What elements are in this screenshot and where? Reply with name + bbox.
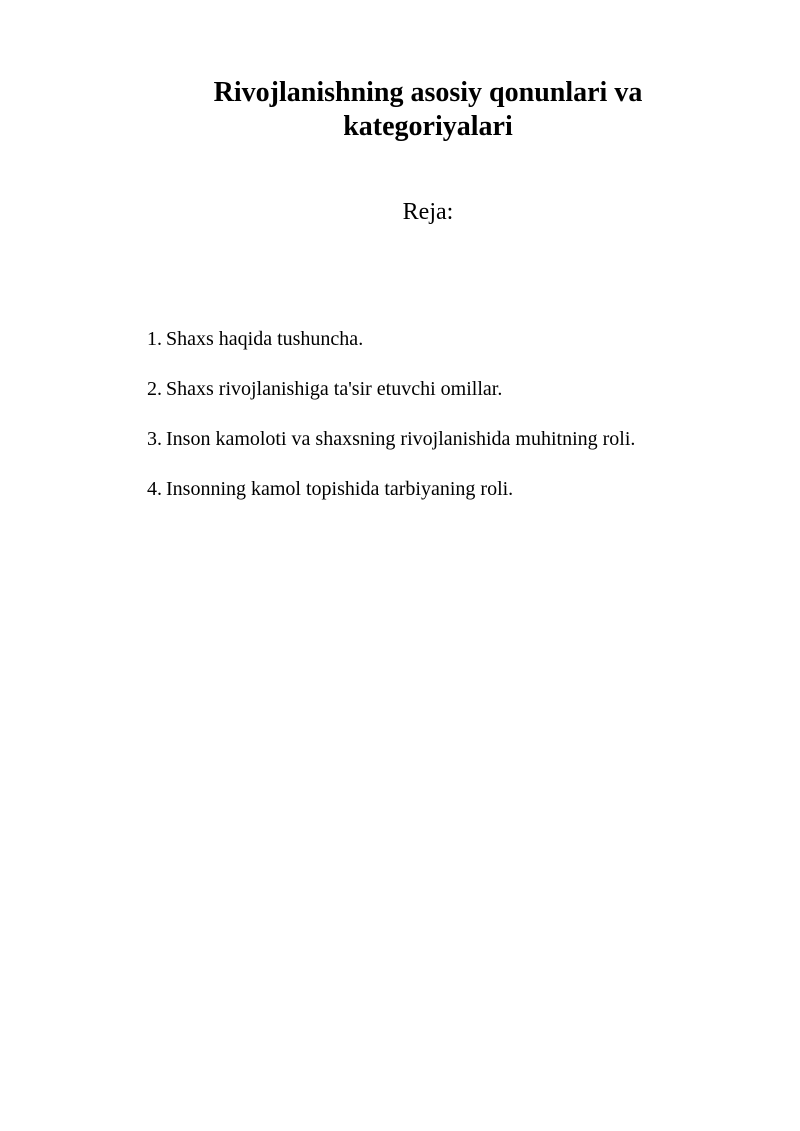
plan-item-text: Shaxs rivojlanishiga ta'sir etuvchi omillar. — [166, 378, 503, 400]
plan-item-text: Insonning kamol topishida tarbiyaning roli. — [166, 478, 514, 500]
plan-item-number: 1. — [147, 328, 162, 350]
plan-item-text: Shaxs haqida tushuncha. — [166, 328, 364, 350]
plan-list — [136, 326, 635, 526]
plan-item-number: 3. — [147, 428, 162, 450]
plan-item-text: Inson kamoloti va shaxsning rivojlanishida muhitning roli. — [166, 428, 636, 450]
document-title: Rivojlanishning asosiy qonunlari va kategoriyalari — [213, 77, 643, 142]
plan-item — [136, 476, 635, 526]
plan-item — [136, 376, 635, 426]
plan-item-number: 4. — [147, 478, 162, 500]
plan-item — [136, 426, 635, 476]
plan-item — [136, 326, 635, 376]
plan-item-number: 2. — [147, 378, 162, 400]
plan-heading: Reja: — [402, 199, 454, 225]
